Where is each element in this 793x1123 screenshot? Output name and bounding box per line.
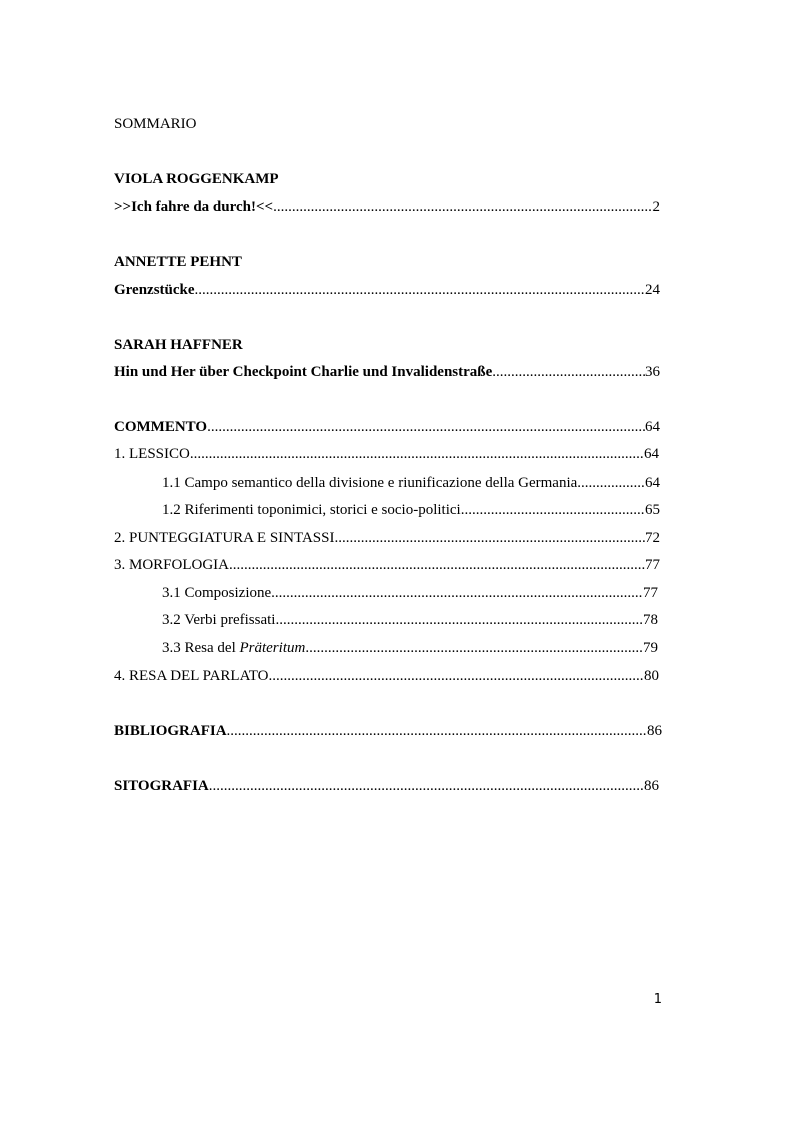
dot-leader bbox=[268, 667, 644, 685]
toc-entry-label: 1.1 Campo semantico della divisione e riunificazione della Germania bbox=[162, 475, 578, 491]
dot-leader bbox=[229, 556, 645, 574]
toc-subentry[interactable] bbox=[162, 584, 658, 602]
author-heading: ANNETTE PEHNT bbox=[114, 254, 242, 270]
toc-entry-label-italic: Präteritum bbox=[239, 640, 306, 656]
toc-page-number: 36 bbox=[645, 364, 660, 380]
toc-entry-label: 1. LESSICO bbox=[114, 446, 190, 462]
toc-entry-label: 1.2 Riferimenti toponimici, storici e socio-politici bbox=[162, 502, 461, 518]
toc-page-number: 80 bbox=[644, 668, 659, 684]
dot-leader bbox=[195, 281, 645, 299]
toc-page-number: 78 bbox=[643, 612, 658, 628]
dot-leader bbox=[334, 529, 645, 547]
dot-leader bbox=[273, 198, 652, 216]
toc-entry[interactable] bbox=[114, 281, 660, 299]
toc-page-number: 64 bbox=[644, 446, 659, 462]
toc-page-number: 2 bbox=[652, 199, 660, 215]
toc-entry-label bbox=[162, 639, 305, 657]
toc-page-number: 24 bbox=[645, 282, 660, 298]
author-heading: SARAH HAFFNER bbox=[114, 337, 243, 353]
page-number-footer: 1 bbox=[653, 992, 662, 1007]
toc-subentry[interactable] bbox=[162, 639, 658, 657]
dot-leader bbox=[271, 584, 643, 602]
toc-entry-label: 3.2 Verbi prefissati bbox=[162, 612, 276, 628]
toc-entry-label: Grenzstücke bbox=[114, 282, 195, 298]
toc-entry-bibliografia[interactable] bbox=[114, 722, 662, 740]
toc-page-number: 64 bbox=[645, 419, 660, 435]
toc-title: SOMMARIO bbox=[114, 116, 197, 132]
toc-entry[interactable] bbox=[114, 667, 659, 685]
toc-entry-label: >>Ich fahre da durch!<< bbox=[114, 199, 274, 215]
toc-subentry[interactable] bbox=[162, 611, 658, 629]
toc-entry-sitografia[interactable] bbox=[114, 777, 659, 795]
toc-entry-label: Hin und Her über Checkpoint Charlie und Invalidenstraße bbox=[114, 364, 493, 380]
toc-subentry[interactable] bbox=[162, 501, 660, 519]
toc-page-number: 77 bbox=[645, 557, 660, 573]
toc-entry-commento[interactable] bbox=[114, 418, 660, 436]
toc-entry[interactable] bbox=[114, 363, 660, 381]
toc-entry-label: 4. RESA DEL PARLATO bbox=[114, 668, 269, 684]
toc-subentry[interactable] bbox=[162, 474, 660, 492]
toc-entry-label: 3. MORFOLOGIA bbox=[114, 557, 230, 573]
dot-leader bbox=[305, 639, 643, 657]
toc-entry[interactable] bbox=[114, 529, 660, 547]
dot-leader bbox=[275, 611, 643, 629]
dot-leader bbox=[227, 722, 647, 740]
toc-entry-label: 2. PUNTEGGIATURA E SINTASSI bbox=[114, 530, 335, 546]
dot-leader bbox=[577, 474, 645, 492]
toc-page-number: 79 bbox=[643, 640, 658, 656]
toc-entry-label: BIBLIOGRAFIA bbox=[114, 723, 227, 739]
dot-leader bbox=[209, 777, 644, 795]
dot-leader bbox=[190, 445, 644, 463]
dot-leader bbox=[461, 501, 645, 519]
toc-entry-label-prefix: 3.3 Resa del bbox=[162, 640, 240, 656]
toc-page-number: 72 bbox=[645, 530, 660, 546]
toc-entry-label: 3.1 Composizione bbox=[162, 585, 272, 601]
toc-page-number: 65 bbox=[645, 502, 660, 518]
dot-leader bbox=[492, 363, 645, 381]
toc-entry-label: COMMENTO bbox=[114, 419, 208, 435]
toc-page-number: 64 bbox=[645, 475, 660, 491]
toc-entry-label: SITOGRAFIA bbox=[114, 778, 209, 794]
toc-entry[interactable] bbox=[114, 445, 659, 463]
dot-leader bbox=[207, 418, 645, 436]
toc-entry[interactable] bbox=[114, 198, 660, 216]
author-heading: VIOLA ROGGENKAMP bbox=[114, 171, 279, 187]
toc-page-number: 86 bbox=[644, 778, 659, 794]
toc-entry[interactable] bbox=[114, 556, 660, 574]
toc-page-number: 86 bbox=[647, 723, 662, 739]
toc-page-number: 77 bbox=[643, 585, 658, 601]
